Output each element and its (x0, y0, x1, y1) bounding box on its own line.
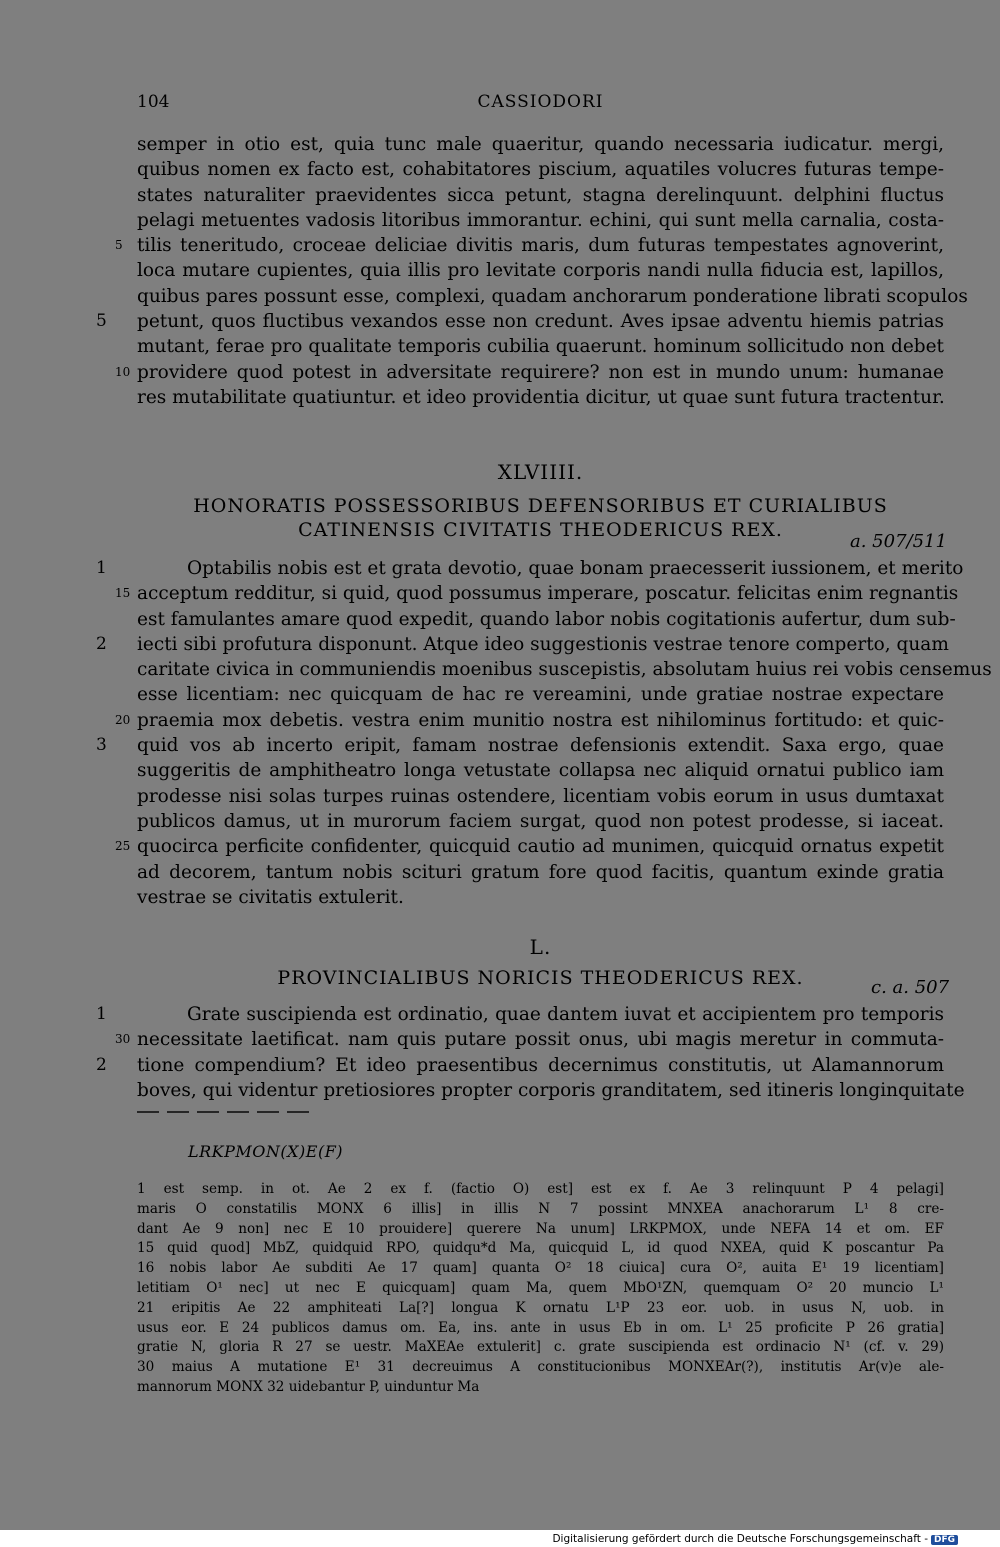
text-line (115, 233, 944, 258)
line-text: praemia mox debetis. vestra enim munitio nostra est nihilominus fortitudo: et quic- (137, 709, 944, 731)
text-block-section-49 (96, 556, 992, 910)
footer-text: Digitalisierung gefördert durch die Deutsche Forschungsgemeinschaft - (552, 1533, 928, 1545)
text-line (137, 258, 944, 283)
line-text: ad decorem, tantum nobis scituri gratum fore quod facitis, quantum exinde gratia (137, 861, 944, 883)
apparatus-line (137, 1338, 944, 1358)
text-line (115, 581, 959, 606)
text-line (137, 860, 944, 885)
line-number: 10 (115, 364, 131, 379)
critical-apparatus (137, 1180, 944, 1398)
line-text: pelagi metuentes vadosis litoribus immorantur. echini, qui sunt mella carnalia, costa- (137, 209, 944, 231)
apparatus-line (137, 1279, 944, 1299)
dfg-logo: DFG (931, 1535, 958, 1545)
text-line (137, 334, 944, 359)
page-number: 104 (137, 92, 170, 112)
line-number: 30 (115, 1032, 131, 1047)
paragraph-number: 2 (96, 633, 107, 654)
apparatus-line (137, 1180, 944, 1200)
line-text: caritate civica in communiendis moenibus suscepistis, absolutam huius rei vobis censemus (137, 659, 992, 681)
paragraph-number: 1 (96, 1004, 107, 1024)
line-text: dant Ae 9 non] nec E 10 prouidere] querere Na unum] LRKPMOX, unde NEFA 14 et om. EF (137, 1220, 944, 1237)
apparatus-line (137, 1378, 944, 1398)
text-line (115, 834, 944, 859)
text-line (115, 360, 944, 385)
text-line (137, 809, 944, 834)
line-text: states naturaliter praevidentes sicca petunt, stagna derelinquunt. delphini fluctus (137, 184, 944, 206)
running-title: CASSIODORI (477, 92, 604, 112)
line-text: quid vos ab incerto eripit, famam nostrae defensionis extendit. Saxa ergo, quae (137, 735, 944, 757)
text-line (96, 632, 949, 657)
paragraph-number: 2 (96, 1054, 107, 1075)
text-line (137, 157, 944, 182)
apparatus-line (137, 1319, 944, 1339)
cut-off-line-fragment (137, 1111, 317, 1113)
line-text: 30 maius A mutatione E¹ 31 decreuimus A constitucionibus MONXEAr(?), institutis Ar(v)e ale- (137, 1359, 944, 1376)
section-date-50: c. a. 507 (871, 977, 950, 998)
line-text: est famulantes amare quod expedit, quando labor nobis cogitationis aufertur, dum sub- (137, 608, 956, 630)
text-line (96, 309, 944, 334)
apparatus-line (137, 1200, 944, 1220)
line-text: 16 nobis labor Ae subditi Ae 17 quam] quanta O² 18 ciuica] cura O², auita E¹ 19 licentiam] (137, 1260, 944, 1277)
section-number-49: XLVIIII. (497, 460, 584, 484)
line-number: 15 (115, 586, 131, 601)
line-text: semper in otio est, quia tunc male quaeritur, quando necessaria iudicatur. mergi, (137, 134, 944, 155)
text-line (137, 183, 944, 208)
line-text: providere quod potest in adversitate requirere? non est in mundo unum: humanae (137, 361, 944, 383)
text-line (137, 208, 944, 233)
line-text: gratie N, gloria R 27 se uestr. MaXEAe extulerit] c. grate suscipienda est ordinacio N¹ (cf. v. 29) (137, 1339, 944, 1356)
line-text: loca mutare cupientes, quia illis pro levitate corporis nandi nulla fiducia est, lapillos, (137, 260, 944, 282)
line-text: publicos damus, ut in murorum faciem surgat, quod non potest prodesse, si iaceat. (137, 810, 944, 832)
page-header (137, 92, 944, 114)
line-text: mutant, ferae pro qualitate temporis cubilia quaerunt. hominum sollicitudo non debet (137, 336, 944, 358)
paragraph-number: 1 (96, 558, 107, 578)
line-text: quibus pares possunt esse, complexi, quadam anchorarum ponderatione librati scopulos (137, 285, 968, 307)
text-line (96, 1002, 944, 1027)
apparatus-line (137, 1259, 944, 1279)
line-number: 20 (115, 712, 131, 727)
text-block-continued (96, 132, 968, 410)
line-text: petunt, quos fluctibus vexandos esse non credunt. Aves ipsae adventu hiemis patrias (137, 311, 944, 333)
line-text: vestrae se civitatis extulerit. (137, 886, 404, 908)
section-title-49-line2: CATINENSIS CIVITATIS THEODERICUS REX. (298, 519, 783, 541)
line-text: quocirca perficite confidenter, quicquid cautio ad munimen, quicquid ornatus expetit (137, 836, 944, 858)
section-title-49-line1: HONORATIS POSSESSORIBUS DEFENSORIBUS ET CURIALIBUS (193, 495, 888, 517)
apparatus-line (137, 1299, 944, 1319)
apparatus-line (137, 1239, 944, 1259)
text-line (115, 1027, 944, 1052)
line-text: mannorum MONX 32 uidebantur P, uinduntur Ma (137, 1378, 480, 1395)
text-line (137, 682, 944, 707)
paragraph-number: 3 (96, 735, 107, 756)
text-line (137, 132, 944, 157)
line-text: iecti sibi profutura disponunt. Atque ideo suggestionis vestrae tenore comperto, quam (137, 633, 949, 655)
line-text: tilis teneritudo, croceae deliciae divitis maris, dum futuras tempestates agnoverint, (137, 235, 944, 257)
line-text: usus eor. E 24 publicos damus om. Ea, ins. ante in usus Eb in om. L¹ 25 proficite P 26 gratia] (137, 1319, 944, 1336)
text-line (137, 657, 992, 682)
line-text: necessitate laetificat. nam quis putare possit onus, ubi magis meretur in commuta- (137, 1029, 944, 1051)
section-title-50: PROVINCIALIBUS NORICIS THEODERICUS REX. (277, 967, 804, 989)
line-text: acceptum redditur, si quid, quod possumus imperare, poscatur. felicitas enim regnantis (137, 583, 959, 605)
line-text: 21 eripitis Ae 22 amphiteati La[?] longua K ornatu L¹P 23 eor. uob. in usus N, uob. in (137, 1299, 944, 1316)
line-text: boves, qui videntur pretiosiores propter corporis granditatem, sed itineris longinquitate (137, 1079, 965, 1101)
funding-footer (552, 1533, 958, 1545)
line-text: tione compendium? Et ideo praesentibus decernimus constitutis, ut Alamannorum (137, 1054, 944, 1076)
apparatus-line (137, 1358, 944, 1378)
line-text: letitiam O¹ nec] ut nec E quicquam] quam Ma, quem MbO¹ZN, quemquam O² 20 muncio L¹ (137, 1279, 944, 1296)
manuscript-sigla: LRKPMON(X)E(F) (188, 1142, 344, 1161)
text-line (115, 708, 944, 733)
line-text: prodesse nisi solas turpes ruinas ostendere, licentiam vobis eorum in usus dumtaxat (137, 785, 944, 807)
text-line (137, 1078, 965, 1103)
text-line (96, 1053, 944, 1078)
line-text: quibus nomen ex facto est, cohabitatores piscium, aquatiles volucres futuras tempe- (137, 159, 944, 181)
paragraph-number: 5 (96, 311, 107, 332)
line-number: 5 (115, 238, 123, 253)
line-number: 25 (115, 839, 131, 854)
line-text: maris O constatilis MONX 6 illis] in illis N 7 possint MNXEA anachorarum L¹ 8 cre- (137, 1200, 944, 1217)
text-block-section-50 (96, 1002, 965, 1103)
text-line (137, 758, 944, 783)
section-date-49: a. 507/511 (850, 531, 947, 552)
text-line (137, 607, 956, 632)
line-text: Grate suscipienda est ordinatio, quae dantem iuvat et accipientem pro temporis (187, 1004, 944, 1025)
line-text: res mutabilitate quatiuntur. et ideo providentia dicitur, ut quae sunt futura tractentur. (137, 386, 945, 408)
line-text: suggeritis de amphitheatro longa vetustate collapsa nec aliquid ornatui publico iam (137, 760, 944, 782)
line-text: Optabilis nobis est et grata devotio, quae bonam praecesserit iussionem, et merito (187, 558, 964, 579)
text-line (96, 733, 944, 758)
text-line (137, 284, 968, 309)
apparatus-line (137, 1220, 944, 1240)
line-text: 15 quid quod] MbZ, quidquid RPO, quidqu*d Ma, quicquid L, id quod NXEA, quid K poscantur Pa (137, 1240, 944, 1257)
section-number-50: L. (529, 935, 552, 959)
line-text: esse licentiam: nec quicquam de hac re vereamini, unde gratiae nostrae expectare (137, 684, 944, 706)
text-line (96, 556, 964, 581)
text-line (137, 385, 944, 410)
text-line (137, 885, 944, 910)
line-text: 1 est semp. in ot. Ae 2 ex f. (factio O) est] est ex f. Ae 3 relinquunt P 4 pelagi] (137, 1181, 944, 1197)
text-line (137, 784, 944, 809)
